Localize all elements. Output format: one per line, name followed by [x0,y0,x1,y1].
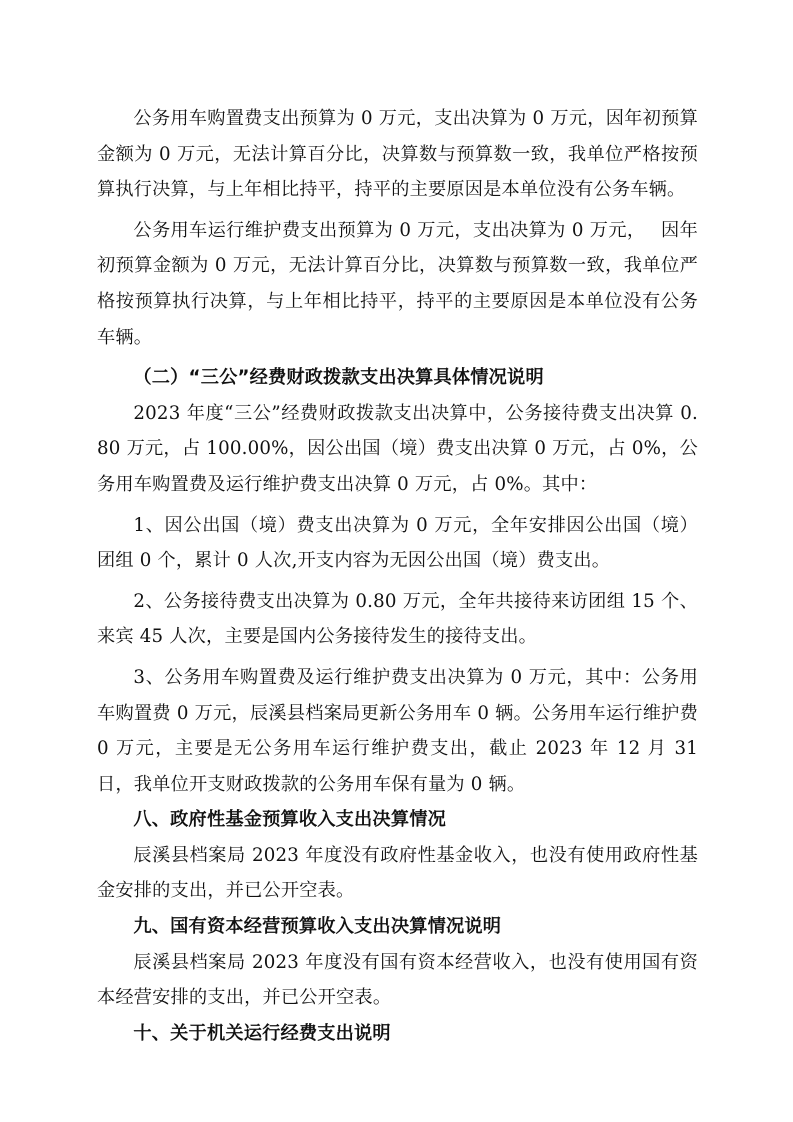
paragraph-three-public-summary: 2023 年度“三公”经费财政拨款支出决算中，公务接待费支出决算 0.80 万元，占 100.00%，因公出国（境）费支出决算 0 万元，占 0%，公务用车购置费及运行维护费支出决算 0 万元，占 0%。其中： [97,402,698,495]
section-heading-operating-expenses: 十、关于机关运行经费支出说明 [133,1022,391,1044]
paragraph-vehicle-purchase: 公务用车购置费支出预算为 0 万元，支出决算为 0 万元，因年初预算金额为 0 万元，无法计算百分比，决算数与预算数一致，我单位严格按预算执行决算，与上年相比持平，持平的主要原因是本单位没有公务车辆。 [97,108,698,201]
paragraph-vehicle-maintenance: 公务用车运行维护费支出预算为 0 万元，支出决算为 0 万元， 因年初预算金额为 0 万元，无法计算百分比，决算数与预算数一致，我单位严格按预算执行决算，与上年相比持平，持平的主要原因是本单位没有公务车辆。 [97,219,698,348]
paragraph-reception: 2、公务接待费支出决算为 0.80 万元，全年共接待来访团组 15 个、来宾 45 人次，主要是国内公务接待发生的接待支出。 [97,590,698,648]
section-heading-government-fund: 八、政府性基金预算收入支出决算情况 [133,809,446,831]
document-body [97,101,698,1051]
section-heading-state-capital: 九、国有资本经营预算收入支出决算情况说明 [133,916,502,938]
paragraph-state-capital: 辰溪县档案局 2023 年度没有国有资本经营收入，也没有使用国有资本经营安排的支出，并已公开空表。 [97,951,698,1009]
paragraph-government-fund: 辰溪县档案局 2023 年度没有政府性基金收入，也没有使用政府性基金安排的支出，并已公开空表。 [97,844,698,902]
paragraph-vehicle-total: 3、公务用车购置费及运行维护费支出决算为 0 万元，其中：公务用车购置费 0 万元，辰溪县档案局更新公务用车 0 辆。公务用车运行维护费 0 万元，主要是无公务用车运行维护费支出，截止 2023 年 12 月 31 日，我单位开支财政拨款的公务用车保有量为 0 辆。 [97,666,698,795]
paragraph-overseas-travel: 1、因公出国（境）费支出决算为 0 万元，全年安排因公出国（境）团组 0 个，累计 0 人次,开支内容为无因公出国（境）费支出。 [97,514,698,572]
section-heading-three-public-details: （二）“三公”经费财政拨款支出决算具体情况说明 [133,367,544,389]
